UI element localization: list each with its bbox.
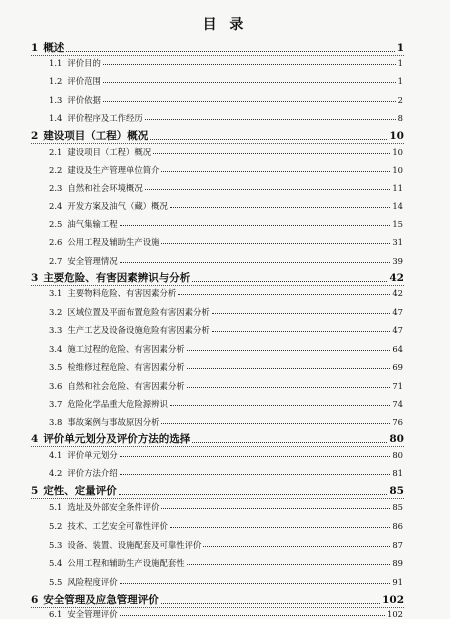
toc-leader-dots: [103, 101, 396, 102]
toc-entry-label: [49, 202, 168, 210]
toc-entry-label: [49, 59, 101, 67]
toc-entry-text: 安全管理评价: [67, 609, 118, 619]
toc-entry-number: 1.3: [49, 95, 63, 105]
toc-title: 目 录: [202, 17, 248, 33]
toc-entry-number: 5: [31, 485, 39, 497]
toc-page-number: 85: [392, 502, 403, 512]
toc-section-entry[interactable]: [49, 418, 403, 426]
toc-section-entry[interactable]: [49, 400, 403, 408]
chapter-divider-rule: [31, 285, 404, 286]
toc-page-number: 86: [392, 521, 403, 531]
toc-section-entry[interactable]: [49, 559, 403, 567]
toc-entry-number: 5.5: [49, 577, 63, 587]
toc-section-entry[interactable]: [49, 326, 403, 334]
toc-leader-dots: [120, 456, 391, 457]
toc-section-entry[interactable]: [49, 522, 403, 530]
toc-entry-number: 4.2: [49, 468, 63, 478]
toc-section-entry[interactable]: [49, 610, 403, 618]
toc-entry-text: 评价方法介绍: [67, 468, 118, 478]
toc-leader-dots: [187, 387, 391, 388]
toc-entry-label: [49, 220, 118, 228]
toc-page-number: 102: [382, 594, 404, 606]
toc-page-number: 80: [389, 433, 404, 445]
toc-page-number: 11: [392, 183, 403, 193]
toc-entry-number: 2.2: [49, 165, 63, 175]
toc-entry-text: 生产工艺及设备设施危险有害因素分析: [67, 325, 210, 335]
toc-page-number: 47: [392, 325, 403, 335]
toc-section-entry[interactable]: [49, 148, 403, 156]
toc-entry-label: [49, 503, 159, 511]
toc-entry-text: 公用工程及辅助生产设施: [67, 237, 160, 247]
toc-section-entry[interactable]: [49, 59, 403, 67]
chapter-divider-rule: [31, 446, 404, 447]
toc-entry-label: [49, 148, 151, 156]
toc-entry-number: 6.1: [49, 609, 63, 619]
toc-section-entry[interactable]: [49, 96, 403, 104]
toc-entry-label: [49, 363, 185, 371]
toc-entry-number: 2.3: [49, 183, 63, 193]
toc-entry-number: 5.3: [49, 540, 63, 550]
toc-section-entry[interactable]: [49, 345, 403, 353]
toc-entry-label: [49, 308, 210, 316]
toc-entry-text: 施工过程的危险、有害因素分析: [67, 344, 185, 354]
toc-entry-text: 选址及外部安全条件评价: [67, 502, 160, 512]
toc-page-number: 42: [392, 288, 403, 298]
toc-entry-text: 自然和社会环境概况: [67, 183, 143, 193]
toc-entry-text: 油气集输工程: [67, 219, 118, 229]
toc-entry-label: [49, 238, 159, 246]
toc-entry-label: [49, 326, 210, 334]
toc-leader-dots: [120, 583, 391, 584]
toc-page-number: 1: [397, 58, 403, 68]
toc-entry-text: 评价程序及工作经历: [67, 113, 143, 123]
chapter-divider-rule: [31, 607, 404, 608]
toc-section-entry[interactable]: [49, 363, 403, 371]
chapter-divider-rule: [31, 143, 404, 144]
toc-page-number: 39: [392, 256, 403, 266]
toc-chapter-entry[interactable]: [31, 486, 404, 497]
toc-leader-dots: [66, 51, 394, 52]
toc-entry-text: 评价目的: [67, 58, 101, 68]
toc-entry-text: 建设及生产管理单位简介: [67, 165, 160, 175]
toc-entry-text: 建设项目（工程）概况: [67, 147, 152, 157]
toc-entry-number: 2.7: [49, 256, 63, 266]
toc-entry-text: 安全管理及应急管理评价: [43, 594, 159, 606]
toc-entry-label: [31, 595, 159, 606]
toc-leader-dots: [192, 281, 387, 282]
toc-chapter-entry[interactable]: [31, 595, 404, 606]
toc-page-number: 10: [392, 165, 403, 175]
toc-entry-number: 3.5: [49, 362, 63, 372]
toc-entry-label: [49, 382, 185, 390]
toc-entry-label: [49, 166, 159, 174]
toc-page-number: 31: [392, 237, 403, 247]
toc-page-number: 89: [392, 558, 403, 568]
toc-leader-dots: [170, 405, 391, 406]
toc-leader-dots: [161, 508, 390, 509]
toc-section-entry[interactable]: [49, 451, 403, 459]
toc-entry-label: [49, 400, 168, 408]
toc-section-entry[interactable]: [49, 503, 403, 511]
toc-section-entry[interactable]: [49, 114, 403, 122]
toc-leader-dots: [212, 331, 391, 332]
toc-leader-dots: [170, 527, 391, 528]
toc-section-entry[interactable]: [49, 578, 403, 586]
toc-entry-text: 安全管理情况: [67, 256, 118, 266]
toc-leader-dots: [161, 171, 390, 172]
toc-page-number: 1: [396, 42, 404, 54]
toc-entry-number: 1: [31, 42, 39, 54]
toc-page-number: 102: [387, 609, 403, 619]
toc-section-entry[interactable]: [49, 289, 403, 297]
toc-leader-dots: [120, 225, 391, 226]
toc-entry-text: 评价范围: [67, 76, 101, 86]
toc-entry-label: [31, 434, 190, 445]
toc-entry-number: 5.4: [49, 558, 63, 568]
toc-entry-text: 评价依据: [67, 95, 101, 105]
toc-leader-dots: [170, 207, 391, 208]
toc-leader-dots: [161, 603, 380, 604]
toc-entry-label: [49, 114, 143, 122]
toc-page-number: 91: [392, 577, 403, 587]
toc-entry-label: [31, 486, 117, 497]
toc-entry-label: [49, 522, 168, 530]
toc-entry-number: 2.6: [49, 237, 63, 247]
toc-entry-label: [31, 273, 190, 284]
toc-entry-label: [31, 131, 148, 142]
chapter-divider-rule: [31, 498, 404, 499]
toc-entry-label: [49, 578, 118, 586]
toc-leader-dots: [120, 615, 385, 616]
toc-entry-number: 2.5: [49, 219, 63, 229]
toc-page-number: 15: [392, 219, 403, 229]
toc-entry-number: 5.2: [49, 521, 63, 531]
toc-entry-number: 1.1: [49, 58, 63, 68]
toc-page-number: 64: [392, 344, 403, 354]
toc-leader-dots: [178, 294, 390, 295]
toc-entry-text: 区域位置及平面布置危险有害因素分析: [67, 307, 210, 317]
toc-page-number: 8: [397, 113, 403, 123]
toc-section-entry[interactable]: [49, 166, 403, 174]
toc-entry-number: 1.2: [49, 76, 63, 86]
toc-entry-text: 公用工程和辅助生产设施配套性: [67, 558, 185, 568]
toc-chapter-entry[interactable]: [31, 43, 404, 54]
toc-page-number: 2: [397, 95, 403, 105]
toc-section-entry[interactable]: [49, 220, 403, 228]
toc-leader-dots: [187, 564, 391, 565]
toc-section-entry[interactable]: [49, 184, 403, 192]
toc-leader-dots: [212, 313, 391, 314]
toc-leader-dots: [120, 262, 391, 263]
toc-leader-dots: [161, 423, 390, 424]
toc-leader-dots: [161, 243, 390, 244]
toc-entry-number: 6: [31, 594, 39, 606]
toc-entry-text: 开发方案及油气（藏）概况: [67, 201, 168, 211]
toc-page-number: 85: [389, 485, 404, 497]
toc-entry-text: 建设项目（工程）概况: [43, 130, 149, 142]
toc-leader-dots: [203, 546, 390, 547]
toc-entry-label: [49, 96, 101, 104]
toc-entry-label: [49, 77, 101, 85]
toc-entry-text: 概述: [43, 42, 65, 54]
toc-section-entry[interactable]: [49, 77, 403, 85]
toc-page-number: 74: [392, 399, 403, 409]
toc-page-number: 87: [392, 540, 403, 550]
toc-section-entry[interactable]: [49, 257, 403, 265]
toc-section-entry[interactable]: [49, 382, 403, 390]
toc-page-number: 76: [392, 417, 403, 427]
toc-entry-number: 1.4: [49, 113, 63, 123]
toc-entry-text: 评价单元划分及评价方法的选择: [43, 433, 191, 445]
toc-page-number: 1: [397, 76, 403, 86]
toc-leader-dots: [120, 474, 391, 475]
toc-page-number: 42: [389, 272, 404, 284]
toc-entry-label: [49, 469, 118, 477]
toc-entry-number: 3.2: [49, 307, 63, 317]
toc-leader-dots: [103, 82, 396, 83]
toc-entry-label: [49, 184, 143, 192]
toc-entry-text: 设备、装置、设施配套及可靠性评价: [67, 540, 202, 550]
toc-leader-dots: [187, 350, 391, 351]
chapter-divider-rule: [31, 55, 404, 56]
toc-section-entry[interactable]: [49, 308, 403, 316]
toc-leader-dots: [145, 119, 396, 120]
toc-leader-dots: [192, 442, 387, 443]
toc-section-entry[interactable]: [49, 541, 403, 549]
toc-chapter-entry[interactable]: [31, 131, 404, 142]
toc-entry-label: [49, 451, 118, 459]
toc-chapter-entry[interactable]: [31, 273, 404, 284]
toc-leader-dots: [145, 189, 391, 190]
toc-entry-label: [49, 418, 159, 426]
toc-leader-dots: [187, 368, 391, 369]
toc-section-entry[interactable]: [49, 202, 403, 210]
toc-entry-label: [49, 289, 176, 297]
toc-entry-label: [49, 345, 185, 353]
toc-entry-label: [49, 559, 185, 567]
toc-entry-number: 3.4: [49, 344, 63, 354]
toc-entry-number: 2.4: [49, 201, 63, 211]
toc-page-number: 10: [389, 130, 404, 142]
toc-leader-dots: [153, 153, 390, 154]
toc-entry-text: 检维修过程危险、有害因素分析: [67, 362, 185, 372]
toc-entry-number: 3.6: [49, 381, 63, 391]
toc-entry-number: 3.1: [49, 288, 63, 298]
toc-page-number: 14: [392, 201, 403, 211]
toc-entry-number: 5.1: [49, 502, 63, 512]
toc-entry-label: [49, 610, 118, 618]
toc-page-number: 47: [392, 307, 403, 317]
toc-entry-text: 评价单元划分: [67, 450, 118, 460]
toc-entry-text: 事故案例与事故原因分析: [67, 417, 160, 427]
toc-entry-number: 2.1: [49, 147, 63, 157]
toc-section-entry[interactable]: [49, 469, 403, 477]
toc-entry-text: 风险程度评价: [67, 577, 118, 587]
toc-chapter-entry[interactable]: [31, 434, 404, 445]
toc-entry-number: 2: [31, 130, 39, 142]
toc-entry-text: 自然和社会危险、有害因素分析: [67, 381, 185, 391]
toc-entry-label: [49, 541, 201, 549]
toc-entry-text: 定性、定量评价: [43, 485, 117, 497]
toc-entry-number: 3.3: [49, 325, 63, 335]
toc-entry-number: 4: [31, 433, 39, 445]
toc-entry-text: 主要物料危险、有害因素分析: [67, 288, 177, 298]
toc-entry-text: 主要危险、有害因素辨识与分析: [43, 272, 191, 284]
toc-entry-number: 3: [31, 272, 39, 284]
toc-entry-text: 危险化学品重大危险源辨识: [67, 399, 168, 409]
toc-page-number: 71: [392, 381, 403, 391]
toc-entry-number: 3.7: [49, 399, 63, 409]
toc-page-number: 80: [392, 450, 403, 460]
toc-leader-dots: [150, 139, 387, 140]
toc-page-number: 69: [392, 362, 403, 372]
toc-section-entry[interactable]: [49, 238, 403, 246]
toc-entry-number: 4.1: [49, 450, 63, 460]
toc-leader-dots: [119, 494, 388, 495]
toc-entry-number: 3.8: [49, 417, 63, 427]
toc-page-number: 81: [392, 468, 403, 478]
toc-leader-dots: [103, 64, 396, 65]
toc-entry-text: 技术、工艺安全可靠性评价: [67, 521, 168, 531]
toc-page-number: 10: [392, 147, 403, 157]
toc-entry-label: [31, 43, 64, 54]
toc-entry-label: [49, 257, 118, 265]
